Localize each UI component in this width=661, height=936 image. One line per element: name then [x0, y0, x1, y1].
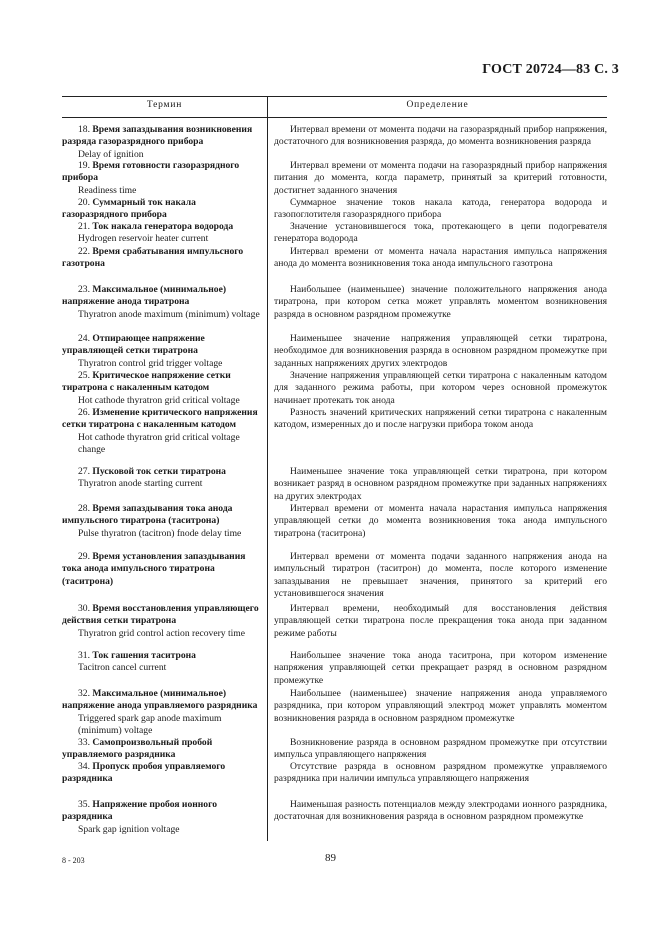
definition-text: Наименьшее значение тока управляющей сетки тиратрона, при котором возникает разряд в основном разрядном промежутке при заданных напряжениях на других электродах: [274, 466, 607, 502]
definition-text: Разность значений критических напряжений сетки тиратрона с накаленным катодом, измеренных до и после нагрузки прибора током анода: [274, 407, 607, 431]
definition-text: Наименьшее значение напряжения управляющей сетки тиратрона, необходимое для возникновения разряда в основном разрядном промежутке при заданных напряжениях других электродов: [274, 333, 607, 369]
table-row-term: [62, 466, 262, 491]
term-number: 30.: [78, 603, 90, 614]
definition-text: Интервал времени от момента начала нарастания импульса напряжения управляющей сетки до момента возникновения тока анода импульсного тиратрона (таситрона): [274, 503, 607, 539]
term-title: Время срабатывания импульсного газотрона: [62, 246, 244, 270]
term-number: 20.: [78, 197, 90, 208]
term-number: 29.: [78, 551, 90, 562]
table-row-term: [62, 197, 262, 222]
definition-text: Наибольшее значение тока анода таситрона, при котором изменение напряжения управляющей сетки прекращает разряд в основном разрядном промежутке: [274, 650, 607, 686]
term-english: Thyratron anode starting current: [78, 478, 203, 490]
term-number: 21.: [78, 221, 90, 232]
table-row-term: [62, 503, 262, 540]
term-title: Время запаздывания возникновения разряда газоразрядного прибора: [62, 124, 253, 148]
table-row-definition: [274, 799, 607, 824]
table-row-term: [62, 603, 262, 640]
table-row-term: [62, 221, 262, 246]
term-russian: [62, 688, 262, 713]
term-english: Tacitron cancel current: [78, 662, 167, 674]
table-row-definition: [274, 407, 607, 432]
term-russian: [62, 551, 262, 588]
term-english: Spark gap ignition voltage: [78, 823, 180, 835]
term-number: 32.: [78, 688, 90, 699]
term-english: Hot cathode thyratron grid critical voltage: [78, 394, 240, 406]
table-row-definition: [274, 333, 607, 370]
definition-text: Значение установившегося тока, протекающего в цепи подогревателя генератора водорода: [274, 221, 607, 245]
table-row-definition: [274, 246, 607, 271]
definition-text: Интервал времени от момента начала нарастания импульса напряжения анода до момента возникновения тока анода импульсного газотрона: [274, 246, 607, 270]
definition-text: Значение напряжения управляющей сетки тиратрона с накаленным катодом для заданного режима работы, при котором через основной промежуток начинает протекать ток анода: [274, 370, 607, 406]
term-english: Thyratron control grid trigger voltage: [78, 357, 223, 369]
term-title: Пропуск пробоя управляемого разрядника: [62, 761, 226, 785]
table-row-term: [62, 333, 262, 370]
term-english: Thyratron grid control action recovery time: [78, 627, 246, 639]
term-russian: [62, 650, 262, 662]
term-title: Время запаздывания тока анода импульсного тиратрона (таситрона): [62, 503, 233, 527]
term-russian: [62, 761, 262, 786]
table-row-definition: [274, 221, 607, 246]
term-number: 31.: [78, 650, 90, 661]
term-english: Thyratron anode maximum (minimum) voltage: [78, 308, 260, 320]
term-english: Readiness time: [78, 184, 137, 196]
column-header-definition: Определение: [406, 100, 469, 110]
table-row-term: [62, 160, 262, 197]
definition-text: Возникновение разряда в основном разрядном промежутке при отсутствии импульса управляющего напряжения: [274, 737, 607, 761]
table-top-rule: [62, 96, 607, 97]
definition-text: Наибольшее (наименьшее) значение положительного напряжения анода тиратрона, при котором сетка может управлять моментом возникновения разряда в основном разрядном промежутке: [274, 284, 607, 320]
definition-text: Интервал времени от момента подачи заданного напряжения анода на импульсный тиратрон (таситрон) до момента, после которого изменение запаздывания не превышает значения, принятого за критерий его установившегося значения: [274, 551, 607, 600]
term-russian: [62, 799, 262, 824]
term-title: Максимальное (минимальное) напряжение анода тиратрона: [62, 284, 227, 308]
term-english: Delay of ignition: [78, 148, 144, 160]
table-row-term: [62, 284, 262, 321]
term-russian: [62, 737, 262, 762]
table-row-definition: [274, 197, 607, 222]
table-row-definition: [274, 124, 607, 149]
term-english: Triggered spark gap anode maximum (minimum) voltage: [78, 712, 222, 737]
table-row-term: [62, 124, 262, 161]
term-title: Суммарный ток накала газоразрядного прибора: [62, 197, 196, 221]
term-title: Самопроизвольный пробой управляемого разрядника: [62, 737, 213, 761]
term-english: Hydrogen reservoir heater current: [78, 233, 209, 245]
term-number: 23.: [78, 284, 90, 295]
term-russian: [62, 246, 262, 271]
table-row-definition: [274, 503, 607, 540]
term-title: Ток накала генератора водорода: [92, 221, 234, 232]
table-row-term: [62, 407, 262, 457]
term-number: 22.: [78, 246, 90, 257]
definition-text: Интервал времени, необходимый для восстановления действия управляющей сетки тиратрона после прекращения тока анода при заданном режиме работы: [274, 603, 607, 639]
table-row-definition: [274, 603, 607, 640]
term-title: Изменение критического напряжения сетки тиратрона с накаленным катодом: [62, 407, 258, 431]
term-number: 33.: [78, 737, 90, 748]
print-mark: 8 - 203: [62, 856, 85, 865]
term-title: Пусковой ток сетки тиратрона: [92, 466, 226, 477]
term-russian: [62, 370, 262, 395]
document-code: ГОСТ 20724—83 С. 3: [482, 62, 619, 77]
table-row-definition: [274, 761, 607, 786]
table-row-definition: [274, 650, 607, 687]
table-row-definition: [274, 284, 607, 321]
definition-text: Наибольшее (наименьшее) значение напряжения анода управляемого разрядника, при котором управляющий электрод может управлять моментом возникновения разряда в основном разрядном промежутке: [274, 688, 607, 724]
term-russian: [62, 407, 262, 432]
table-row-term: [62, 688, 262, 738]
table-row-term: [62, 551, 262, 588]
term-number: 19.: [78, 160, 90, 171]
term-number: 28.: [78, 503, 90, 514]
term-title: Критическое напряжение сетки тиратрона с накаленным катодом: [62, 370, 231, 394]
term-title: Ток гашения таситрона: [92, 650, 196, 661]
table-row-definition: [274, 551, 607, 601]
term-title: Время восстановления управляющего действия сетки тиратрона: [62, 603, 259, 627]
term-title: Максимальное (минимальное) напряжение анода управляемого разрядника: [62, 688, 258, 712]
term-title: Время готовности газоразрядного прибора: [62, 160, 240, 184]
table-row-term: [62, 650, 262, 675]
table-row-definition: [274, 737, 607, 762]
term-russian: [62, 221, 262, 233]
term-title: Отпирающее напряжение управляющей сетки тиратрона: [62, 333, 205, 357]
definition-text: Отсутствие разряда в основном разрядном промежутке управляемого разрядника при наличии импульса управляющего напряжения: [274, 761, 607, 785]
term-number: 18.: [78, 124, 90, 135]
table-row-definition: [274, 466, 607, 503]
term-title: Время установления запаздывания тока анода импульсного тиратрона (таситрона): [62, 551, 246, 587]
table-row-definition: [274, 370, 607, 407]
term-russian: [62, 160, 262, 185]
page-number: 89: [325, 852, 336, 864]
term-russian: [62, 503, 262, 528]
table-row-term: [62, 370, 262, 407]
table-row-term: [62, 737, 262, 762]
column-header-term: Термин: [146, 100, 183, 110]
term-number: 34.: [78, 761, 90, 772]
column-divider: [267, 96, 268, 841]
definition-text: Интервал времени от момента подачи на газоразрядный прибор напряжения питания до момента, когда параметр, принятый за критерий готовности, достигнет заданного значения: [274, 160, 607, 196]
term-number: 25.: [78, 370, 90, 381]
table-header-rule: [62, 117, 607, 118]
table-row-term: [62, 246, 262, 271]
term-number: 27.: [78, 466, 90, 477]
term-russian: [62, 284, 262, 309]
definition-text: Суммарное значение токов накала катода, генератора водорода и газопоглотителя газоразрядного прибора: [274, 197, 607, 221]
definition-text: Наименьшая разность потенциалов между электродами ионного разрядника, достаточная для возникновения разряда в основном разрядном промежутке: [274, 799, 607, 823]
term-russian: [62, 466, 262, 478]
term-title: Напряжение пробоя ионного разрядника: [62, 799, 218, 823]
table-row-term: [62, 799, 262, 836]
term-english: Hot cathode thyratron grid critical voltage change: [78, 431, 240, 456]
definition-text: Интервал времени от момента подачи на газоразрядный прибор напряжения, достаточного для возникновения разряда, до момента возникновения разряда: [274, 124, 607, 148]
term-russian: [62, 333, 262, 358]
table-row-definition: [274, 688, 607, 725]
term-number: 26.: [78, 407, 90, 418]
term-english: Pulse thyratron (tacitron) fnode delay time: [78, 527, 242, 539]
term-number: 24.: [78, 333, 90, 344]
term-russian: [62, 124, 262, 149]
table-row-term: [62, 761, 262, 786]
term-russian: [62, 603, 262, 628]
term-number: 35.: [78, 799, 90, 810]
table-row-definition: [274, 160, 607, 197]
term-russian: [62, 197, 262, 222]
